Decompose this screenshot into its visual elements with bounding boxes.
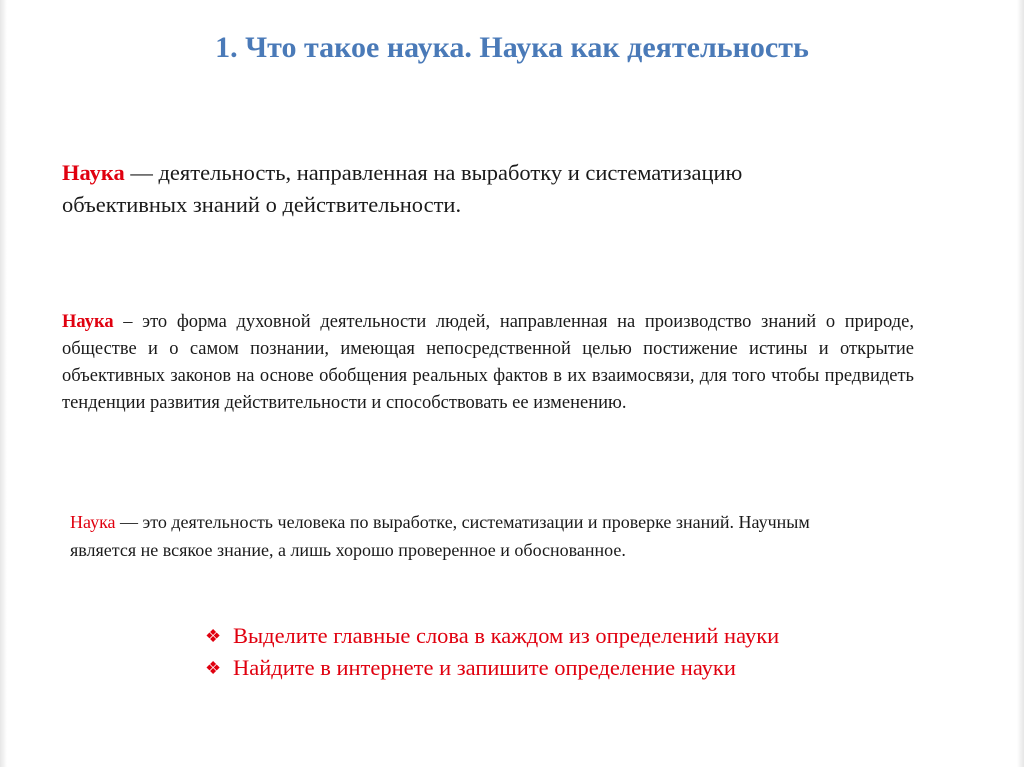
definition-2-term: Наука [62, 312, 114, 332]
definition-1 [62, 157, 862, 221]
definition-1-text: — деятельность, направленная на выработку и систематизацию объективных знаний о действительности. [62, 160, 743, 217]
definition-1-term: Наука [62, 160, 125, 185]
definition-2 [62, 309, 914, 417]
task-item [205, 652, 965, 684]
definition-3-term: Наука [70, 512, 116, 532]
task-text: Выделите главные слова в каждом из определений науки [233, 623, 780, 648]
slide-edge-left [0, 0, 7, 767]
diamond-bullet-icon: ❖ [205, 657, 222, 678]
definition-3 [70, 509, 870, 564]
slide-title: 1. Что такое наука. Наука как деятельность [215, 31, 809, 64]
definition-3-text: — это деятельность человека по выработке, систематизации и проверке знаний. Научным является не всякое знание, а лишь хорошо проверенное и обоснованное. [70, 512, 810, 560]
definition-2-text: – это форма духовной деятельности людей, направленная на производство знаний о природе, обществе и о самом познании, имеющая непосредственной целью постижение истины и открытие объективных законов на основе обобщения реальных фактов в их взаимосвязи, для того чтобы предвидеть тенденции развития действительности и способствовать ее изменению. [62, 312, 914, 413]
task-list [205, 620, 965, 684]
diamond-bullet-icon: ❖ [205, 625, 222, 646]
task-item [205, 620, 965, 652]
task-text: Найдите в интернете и запишите определение науки [233, 655, 736, 680]
slide-edge-right [1017, 0, 1024, 767]
